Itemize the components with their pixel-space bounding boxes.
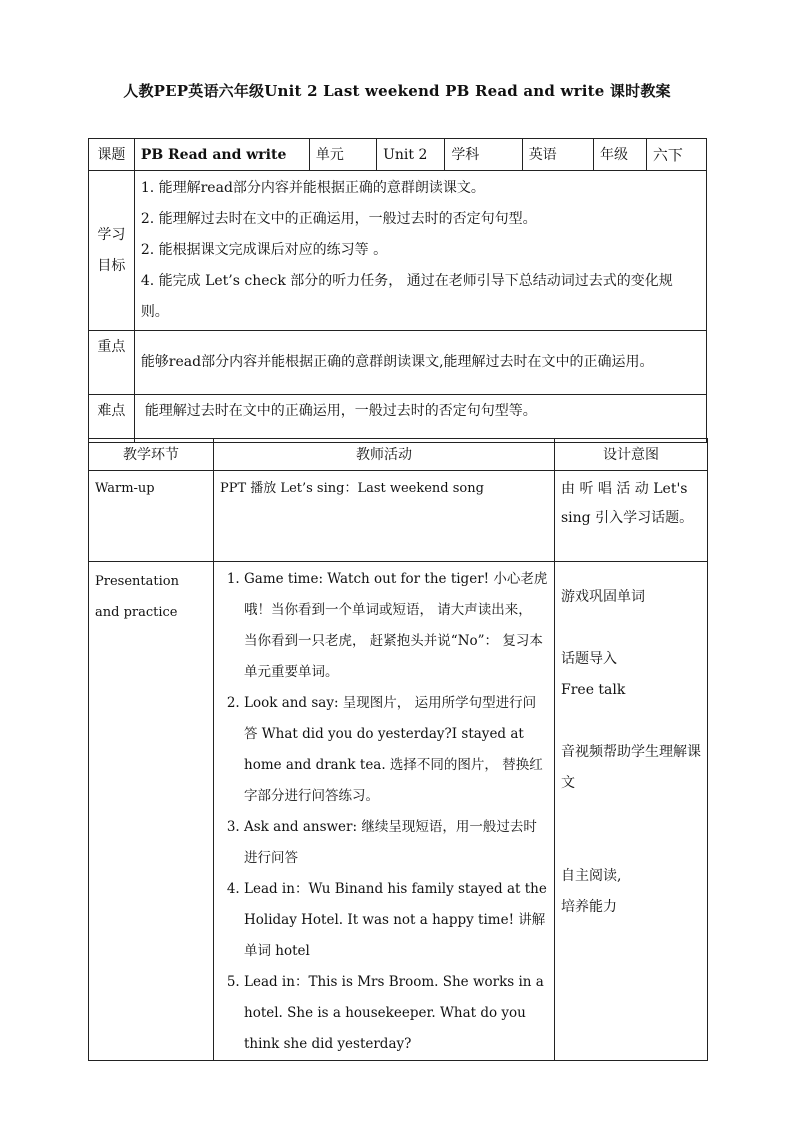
unit-label: 单元	[309, 139, 376, 171]
header-stage: 教学环节	[89, 439, 214, 471]
objective-item: 2. 能根据课文完成课后对应的练习等 。	[140, 242, 388, 258]
presentation-stage	[89, 562, 214, 1061]
activity-item: 1. Game time: Watch out for the tiger! 小心老虎哦！当你看到一个单词或短语， 请大声读出来， 当你看到一只老虎， 赶紧抱头并说“No”： 复习本单元重要单词。	[244, 564, 548, 688]
lesson-info-table	[88, 138, 707, 443]
document-title: 人教PEP英语六年级Unit 2 Last weekend PB Read and write 课时教案	[123, 82, 671, 100]
intent-item: 游戏巩固单词	[561, 589, 645, 605]
activity-item: 4. Lead in：Wu Binand his family stayed at the Holiday Hotel. It was not a happy time! 讲解单词 hotel	[244, 874, 548, 967]
objectives-label: 学习目标	[89, 171, 135, 331]
objectives-list	[134, 171, 706, 331]
header-activity: 教师活动	[214, 439, 555, 471]
warmup-activity: PPT 播放 Let’s sing：Last weekend song	[214, 471, 555, 562]
activity-item: 3. Ask and answer: 继续呈现短语，用一般过去时进行问答	[244, 812, 548, 874]
objective-item: 4. 能完成 Let’s check 部分的听力任务， 通过在老师引导下总结动词过去式的变化规则。	[140, 273, 673, 320]
presentation-stage-label: Presentation and practice	[95, 574, 179, 620]
presentation-intents	[555, 562, 708, 1061]
grade-label: 年级	[593, 139, 646, 171]
intent-item: 自主阅读,	[561, 868, 622, 884]
unit-value: Unit 2	[377, 139, 445, 171]
grade-value: 六下	[646, 139, 706, 171]
teaching-plan-table	[88, 438, 708, 1061]
intent-item: 话题导入	[561, 651, 617, 667]
topic-value: PB Read and write	[134, 139, 309, 171]
activity-item: 5. Lead in：This is Mrs Broom. She works in a hotel. She is a housekeeper. What do you think she did yesterday?	[244, 967, 548, 1060]
difficulties-label: 难点	[89, 395, 135, 443]
objective-item: 1. 能理解read部分内容并能根据正确的意群朗读课文。	[140, 180, 485, 196]
subject-value: 英语	[522, 139, 593, 171]
intent-item: 音视频帮助学生理解课文	[561, 744, 701, 791]
activity-item: 2. Look and say: 呈现图片， 运用所学句型进行问答 What did you do yesterday?I stayed at home and drank tea. 选择不同的图片， 替换红字部分进行问答练习。	[244, 688, 548, 812]
key-points-label: 重点	[89, 331, 135, 395]
subject-label: 学科	[445, 139, 522, 171]
warmup-stage: Warm-up	[89, 471, 214, 562]
presentation-activities	[214, 562, 555, 1061]
warmup-intent: 由 听 唱 活 动 Let's sing 引入学习话题。	[555, 471, 708, 562]
header-intent: 设计意图	[555, 439, 708, 471]
intent-item: Free talk	[561, 682, 626, 698]
intent-item: 培养能力	[561, 899, 617, 915]
difficulties-text: 能理解过去时在文中的正确运用，一般过去时的否定句句型等。	[134, 395, 706, 443]
key-points-text: 能够read部分内容并能根据正确的意群朗读课文,能理解过去时在文中的正确运用。	[134, 331, 706, 395]
topic-label: 课题	[89, 139, 135, 171]
objective-item: 2. 能理解过去时在文中的正确运用，一般过去时的否定句句型。	[140, 211, 537, 227]
